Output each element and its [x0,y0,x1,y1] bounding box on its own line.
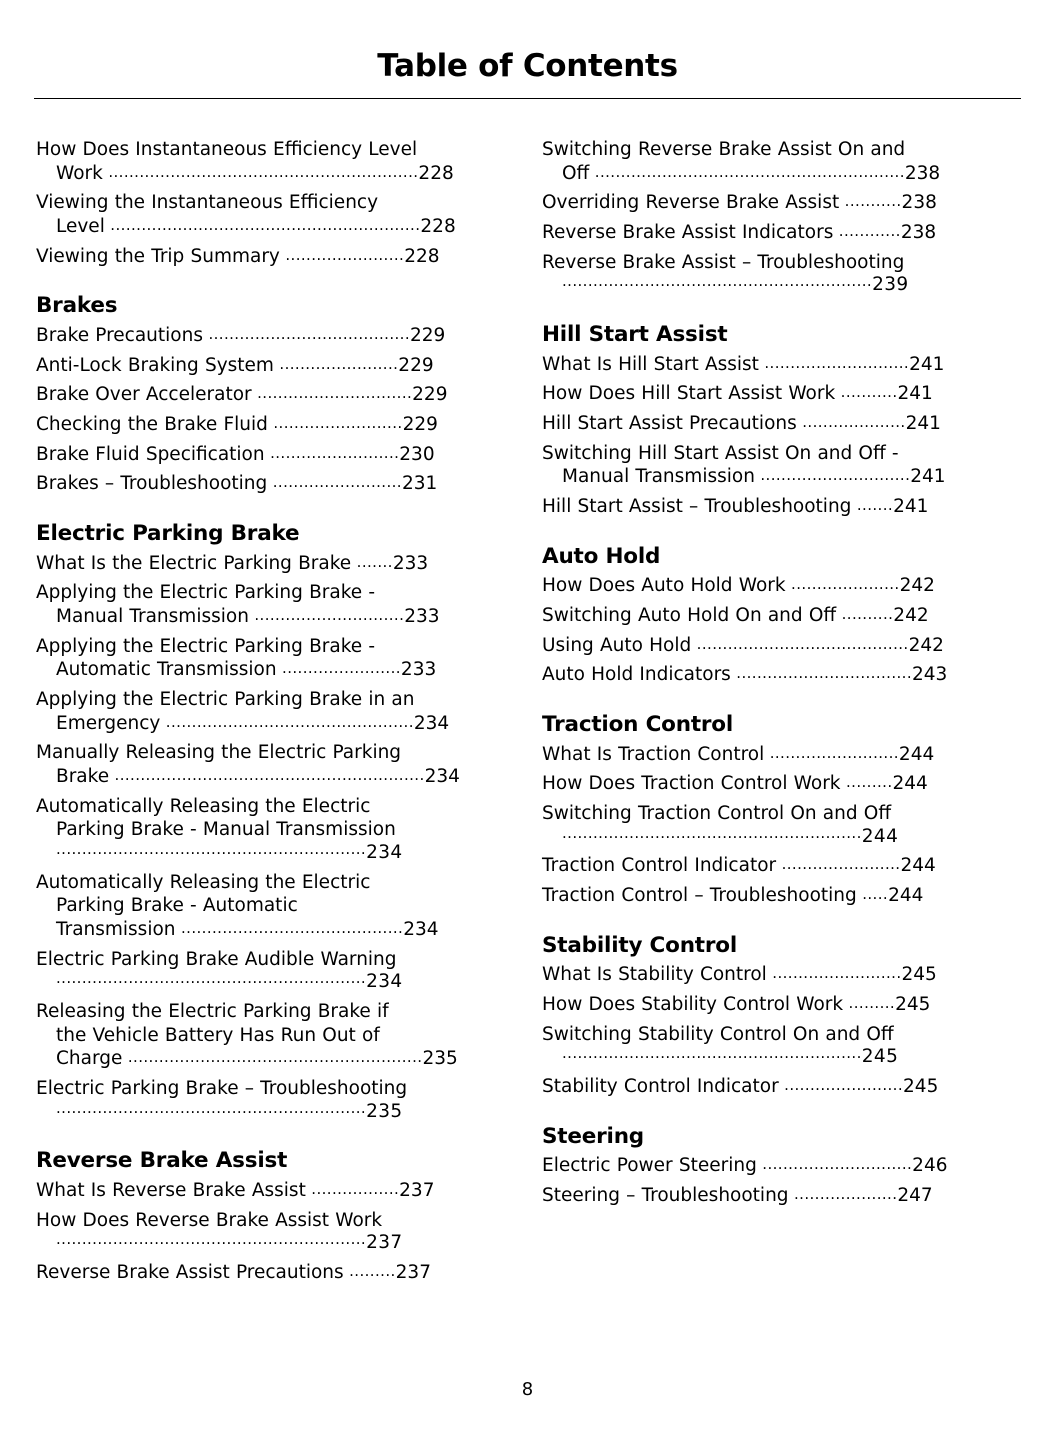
toc-page-ref: 241 [897,383,933,405]
toc-entry[interactable] [542,1023,1019,1069]
toc-leader-dots: ......................... [267,414,403,433]
toc-section-heading: Traction Control [542,712,734,738]
toc-page-ref: 241 [893,496,929,518]
toc-entry-line: Switching Reverse Brake Assist On and [542,139,906,160]
toc-page-ref: 238 [900,222,937,244]
toc-entry[interactable] [542,1075,1019,1099]
toc-page-ref: 244 [888,885,924,907]
title-divider [34,98,1021,99]
toc-entry-line: Electric Parking Brake Audible Warning [36,948,397,970]
toc-entry[interactable] [542,604,1019,628]
toc-entry-line: How Does Reverse Brake Assist Work [36,1209,383,1231]
toc-leader-line [36,969,513,994]
toc-entry-line: What Is Stability Control .........................245 [542,964,937,986]
toc-page-ref: 245 [861,1046,899,1068]
toc-entry-line: How Does Hill Start Assist Work ...........241 [542,383,933,405]
toc-entry-line: Automatically Releasing the Electric [36,871,371,893]
toc-entry-line: Using Auto Hold .........................................242 [542,634,944,656]
toc-entry-line: Automatically Releasing the Electric [36,795,371,817]
toc-entry-line: What Is the Electric Parking Brake .......233 [36,552,429,574]
toc-page-ref: 247 [897,1185,933,1207]
toc-entry-line: Applying the Electric Parking Brake in an [36,689,415,711]
toc-page-ref: 228 [404,245,440,267]
toc-entry[interactable] [36,1077,513,1123]
toc-page-ref: 241 [909,353,945,375]
toc-entry[interactable] [36,741,513,788]
toc-leader-dots: .......................................................... [562,1044,862,1063]
toc-entry-line: Applying the Electric Parking Brake - [36,582,375,604]
toc-entry-line: Brake Precautions .......................................229 [36,325,446,346]
toc-leader-line [542,272,1019,297]
toc-page-ref: 229 [410,325,446,346]
toc-entry-line: Hill Start Assist Precautions ....................241 [542,413,941,435]
toc-entry-line: Brakes – Troubleshooting .........................231 [36,473,438,495]
toc-entry-line: Off ............................................................238 [562,162,941,184]
toc-entry-line: Hill Start Assist – Troubleshooting .......241 [542,496,929,518]
page-number: 8 [521,1379,534,1400]
toc-entry-line: Stability Control Indicator .......................245 [542,1076,939,1098]
toc-leader-dots: ............................ [758,353,910,372]
toc-entry[interactable] [542,963,1019,987]
toc-entry[interactable] [36,581,513,628]
toc-leader-dots: ......... [840,773,893,792]
toc-leader-dots: .............................. [251,384,413,403]
toc-page-ref: 228 [420,216,456,238]
toc-entry-line: Reverse Brake Assist Precautions .........237 [36,1262,431,1284]
toc-page-ref: 245 [903,1076,939,1098]
toc-page-ref: 238 [904,162,941,184]
toc-leader-dots: ....................... [279,245,405,264]
toc-leader-dots: ....... [851,496,894,515]
toc-entry-line: Switching Hill Start Assist On and Off - [542,442,899,464]
toc-entry[interactable] [542,221,1019,245]
toc-columns [36,138,1019,1291]
toc-entry[interactable] [36,413,513,437]
toc-page-ref: 234 [366,842,403,864]
toc-leader-dots: ........... [839,192,902,211]
toc-entry[interactable] [36,324,513,348]
toc-leader-dots: ..................... [785,575,900,594]
toc-leader-dots: ......................... [764,743,899,762]
toc-leader-dots: ............................................................ [56,969,367,988]
toc-leader-dots: ......................... [264,443,400,462]
toc-leader-dots: ................. [305,1180,400,1199]
toc-page-ref: 242 [893,605,929,627]
toc-section-heading: Brakes [36,293,118,319]
toc-page-ref: 235 [422,1048,458,1070]
toc-leader-dots: ......... [343,1262,396,1281]
toc-leader-dots: ............................................................ [589,162,905,181]
toc-entry-line: Manual Transmission .............................233 [56,606,440,628]
toc-leader-dots: ............................................................ [56,1230,367,1249]
toc-entry-line: Anti-Lock Braking System .......................229 [36,354,434,376]
toc-entry-line: Brake Over Accelerator ..............................229 [36,384,448,406]
toc-page-ref: 246 [912,1155,948,1177]
toc-entry-line: the Vehicle Battery Has Run Out of [56,1024,380,1046]
toc-leader-dots: .......... [836,605,894,624]
toc-entry[interactable] [542,1184,1019,1208]
toc-leader-dots: ......................................... [691,634,909,653]
toc-page-ref: 242 [908,634,944,656]
toc-page-ref: 244 [898,743,935,765]
toc-leader-dots: ....................... [776,855,901,874]
toc-section-heading: Steering [542,1123,644,1149]
toc-leader-dots: ......................... [267,473,402,492]
toc-entry[interactable] [36,1209,513,1255]
toc-leader-dots: ............................................................ [562,272,873,291]
toc-entry[interactable] [542,251,1019,297]
toc-page-ref: 229 [412,384,448,406]
toc-leader-dots: ............................................................ [56,1098,367,1117]
toc-leader-line [36,1099,513,1124]
toc-leader-dots: .................................. [730,664,913,683]
toc-entry[interactable] [36,795,513,865]
toc-entry-line: Emergency ................................................234 [56,712,450,734]
toc-leader-dots: ....................... [273,354,399,373]
toc-page-ref: 245 [901,964,937,986]
toc-entry[interactable] [542,663,1019,687]
toc-leader-line [36,840,513,865]
toc-page-ref: 241 [905,413,941,435]
toc-entry[interactable] [36,635,513,682]
toc-entry[interactable] [36,1179,513,1203]
toc-leader-line [542,824,1019,849]
toc-entry[interactable] [36,552,513,576]
toc-entry-line: What Is Hill Start Assist ............................241 [542,353,945,375]
toc-leader-dots: ............................................................ [56,840,367,859]
toc-page-ref: 241 [910,466,946,488]
toc-column-left [36,138,513,1291]
toc-entry[interactable] [542,495,1019,519]
toc-leader-dots: ............................................................ [109,766,425,785]
toc-page-ref: 231 [401,473,438,495]
toc-leader-dots: ............ [833,222,901,241]
toc-entry-line: How Does Traction Control Work .........244 [542,773,928,795]
toc-entry-line: Viewing the Instantaneous Efficiency [36,192,379,214]
toc-page-ref: 235 [366,1100,403,1122]
toc-entry-line: Overriding Reverse Brake Assist ...........238 [542,192,937,214]
toc-entry[interactable] [36,1000,513,1071]
toc-entry-line: Parking Brake - Manual Transmission [56,819,396,841]
page-title: Table of Contents [377,48,678,84]
toc-leader-dots: ............................. [756,1155,913,1174]
toc-entry-line: Automatic Transmission .......................233 [56,659,437,681]
toc-section-heading: Reverse Brake Assist [36,1148,288,1174]
toc-entry-line: Traction Control – Troubleshooting .....244 [542,885,924,907]
toc-entry-line: Releasing the Electric Parking Brake if [36,1001,389,1023]
toc-entry[interactable] [542,854,1019,878]
toc-page-ref: 239 [872,274,909,296]
toc-page-ref: 245 [895,994,931,1016]
toc-column-right [542,138,1019,1291]
toc-entry[interactable] [542,634,1019,658]
toc-leader-dots: ........................................... [175,919,404,938]
toc-entry[interactable] [542,442,1019,489]
toc-entry[interactable] [36,443,513,467]
toc-entry-line: Steering – Troubleshooting ....................247 [542,1185,933,1207]
toc-page-ref: 228 [418,162,454,184]
toc-page-ref: 234 [366,971,403,993]
toc-leader-dots: ............................. [754,466,911,485]
toc-section-heading: Auto Hold [542,543,661,569]
toc-page-ref: 234 [424,766,460,788]
toc-entry-line: Parking Brake - Automatic [56,895,298,917]
toc-leader-line [36,1230,513,1255]
toc-entry[interactable] [542,191,1019,215]
toc-entry[interactable] [36,472,513,496]
toc-entry[interactable] [542,802,1019,848]
toc-page-ref: 238 [901,192,937,214]
toc-leader-dots: ....... [351,552,393,571]
toc-leader-dots: ....................... [778,1076,904,1095]
toc-leader-dots: ....................... [276,659,401,678]
toc-entry-line: Brake Fluid Specification .........................230 [36,443,435,465]
toc-entry[interactable] [36,948,513,994]
toc-entry[interactable] [542,382,1019,406]
toc-entry[interactable] [36,688,513,735]
toc-page-ref: 244 [900,855,936,877]
toc-entry-line: How Does Auto Hold Work .....................242 [542,575,935,597]
toc-entry-line: Traction Control Indicator .......................244 [542,855,936,877]
toc-entry[interactable] [36,138,513,185]
toc-entry[interactable] [36,1261,513,1285]
toc-entry-line: Checking the Brake Fluid .........................229 [36,414,438,436]
toc-entry-line: Auto Hold Indicators ..................................243 [542,664,948,686]
toc-entry-line: Switching Traction Control On and Off [542,803,892,825]
toc-entry-line: Manual Transmission .............................241 [562,466,946,488]
toc-entry[interactable] [36,383,513,407]
toc-entry[interactable] [542,772,1019,796]
toc-leader-dots: ......... [843,994,896,1013]
toc-entry-line: Reverse Brake Assist – Troubleshooting [542,251,905,273]
toc-page-ref: 244 [892,773,928,795]
toc-page-ref: 237 [395,1262,431,1284]
toc-entry[interactable] [542,138,1019,185]
toc-section-heading: Hill Start Assist [542,322,728,348]
toc-entry-line: How Does Stability Control Work .........245 [542,994,931,1016]
toc-leader-dots: .................... [788,1185,898,1204]
toc-entry-line: Brake ............................................................234 [56,766,460,788]
toc-leader-dots: ............................. [248,606,405,625]
toc-entry-line: Charge .........................................................235 [56,1048,458,1070]
toc-entry-line: Level ............................................................228 [56,216,456,238]
toc-page-ref: 242 [899,575,935,597]
toc-entry[interactable] [542,574,1019,598]
toc-page-ref: 233 [392,552,429,574]
toc-entry-line: Reverse Brake Assist Indicators ............238 [542,222,937,244]
toc-leader-dots: ......................... [766,964,902,983]
toc-page-ref: 243 [912,664,948,686]
toc-entry[interactable] [36,871,513,942]
toc-section-heading: Electric Parking Brake [36,521,300,547]
toc-leader-dots: .......................................................... [562,823,862,842]
toc-entry-line: Switching Stability Control On and Off [542,1023,894,1045]
toc-entry-line: Viewing the Trip Summary .......................228 [36,245,440,267]
toc-leader-dots: ..... [856,885,889,904]
toc-leader-dots: ....................................... [202,325,411,343]
toc-page-ref: 237 [399,1180,435,1202]
toc-page-ref: 234 [403,919,439,941]
toc-entry[interactable] [542,412,1019,436]
toc-entry[interactable] [36,245,513,269]
toc-entry-line: Switching Auto Hold On and Off ..........242 [542,605,929,627]
toc-entry-line: Transmission ...........................................234 [56,919,439,941]
toc-entry-line: Applying the Electric Parking Brake - [36,635,375,657]
toc-page-ref: 229 [402,414,438,436]
toc-leader-dots: ......................................................... [122,1048,423,1067]
toc-entry-line: How Does Instantaneous Efficiency Level [36,139,418,160]
toc-page-ref: 230 [399,443,435,465]
toc-page-ref: 233 [404,606,440,628]
toc-leader-dots: ............................................................ [104,216,421,235]
toc-page-ref: 234 [413,712,450,734]
toc-leader-dots: .................... [796,413,906,432]
toc-entry-line: Manually Releasing the Electric Parking [36,742,402,764]
toc-page-ref: 233 [400,659,437,681]
toc-leader-line [542,1044,1019,1069]
toc-entry-line: Electric Parking Brake – Troubleshooting [36,1078,408,1100]
toc-entry[interactable] [542,993,1019,1017]
toc-page-ref: 237 [366,1232,403,1254]
toc-entry-line: What Is Reverse Brake Assist .................237 [36,1180,435,1202]
toc-leader-dots: ........... [835,383,898,402]
toc-entry[interactable] [36,354,513,378]
toc-page-ref: 244 [861,825,899,847]
toc-leader-dots: ............................................................ [102,162,419,181]
toc-leader-dots: ................................................ [160,712,414,731]
toc-entry[interactable] [542,743,1019,767]
toc-entry-line: What Is Traction Control .........................244 [542,743,935,765]
toc-entry[interactable] [542,884,1019,908]
toc-entry[interactable] [542,353,1019,377]
toc-section-heading: Stability Control [542,932,738,958]
toc-entry-line: Electric Power Steering .............................246 [542,1155,948,1177]
toc-page-ref: 229 [398,354,434,376]
toc-entry-line: Work ............................................................228 [56,162,454,184]
toc-entry[interactable] [542,1154,1019,1178]
toc-entry[interactable] [36,191,513,238]
